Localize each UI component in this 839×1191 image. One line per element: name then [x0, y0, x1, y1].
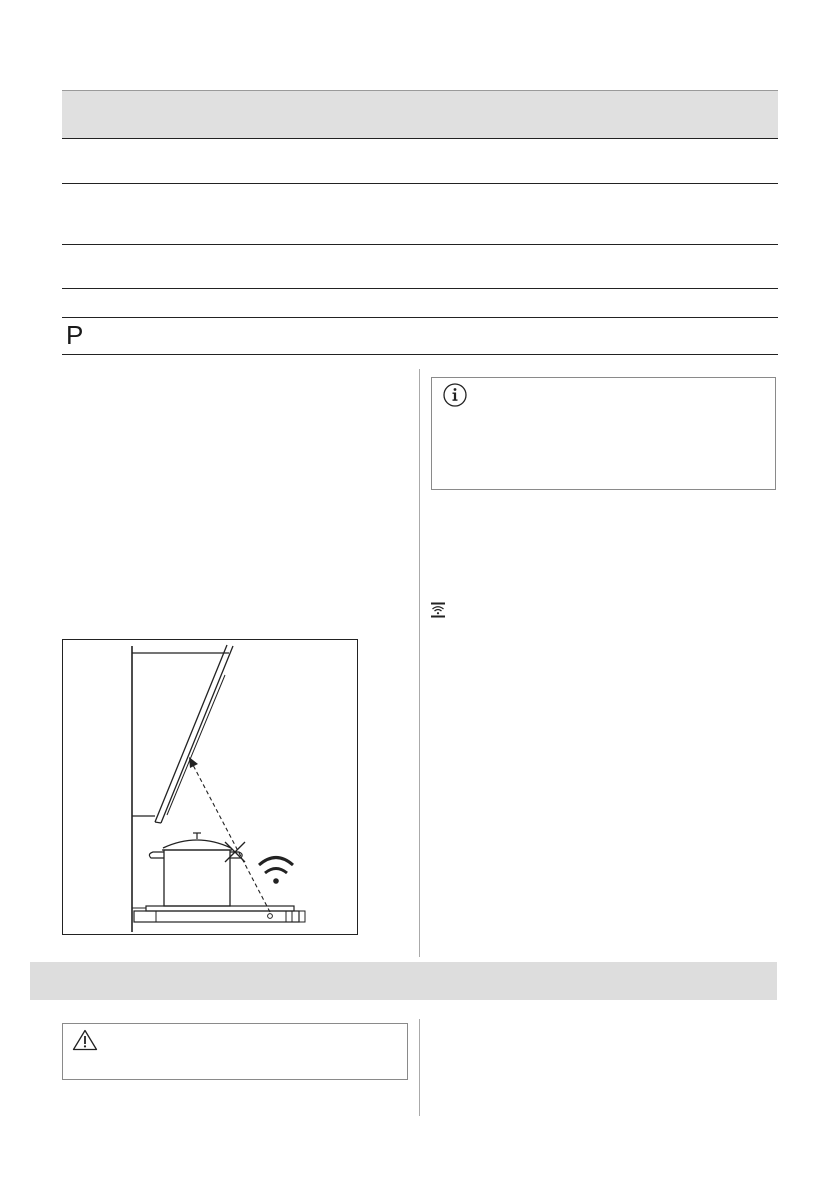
- info-circle-icon: [442, 382, 468, 408]
- table-header: [62, 90, 778, 139]
- warning-triangle-icon: [72, 1029, 98, 1051]
- warning-note-box: [62, 1023, 408, 1080]
- hood-hob-diagram: [62, 639, 358, 935]
- table-rule: [62, 288, 778, 289]
- table-rule: [62, 183, 778, 184]
- column-divider: [419, 1019, 420, 1116]
- table-rule: [62, 138, 778, 139]
- table-rule: [62, 354, 778, 355]
- section-header-band: [30, 962, 777, 1000]
- hood-hob-drawing: [63, 640, 357, 934]
- mode-symbol: P: [66, 320, 84, 350]
- table-rule: [62, 244, 778, 245]
- column-divider: [419, 369, 420, 957]
- info-note-box: [431, 377, 776, 490]
- table-rule: [62, 317, 778, 318]
- wifi-signal-icon: [430, 602, 446, 618]
